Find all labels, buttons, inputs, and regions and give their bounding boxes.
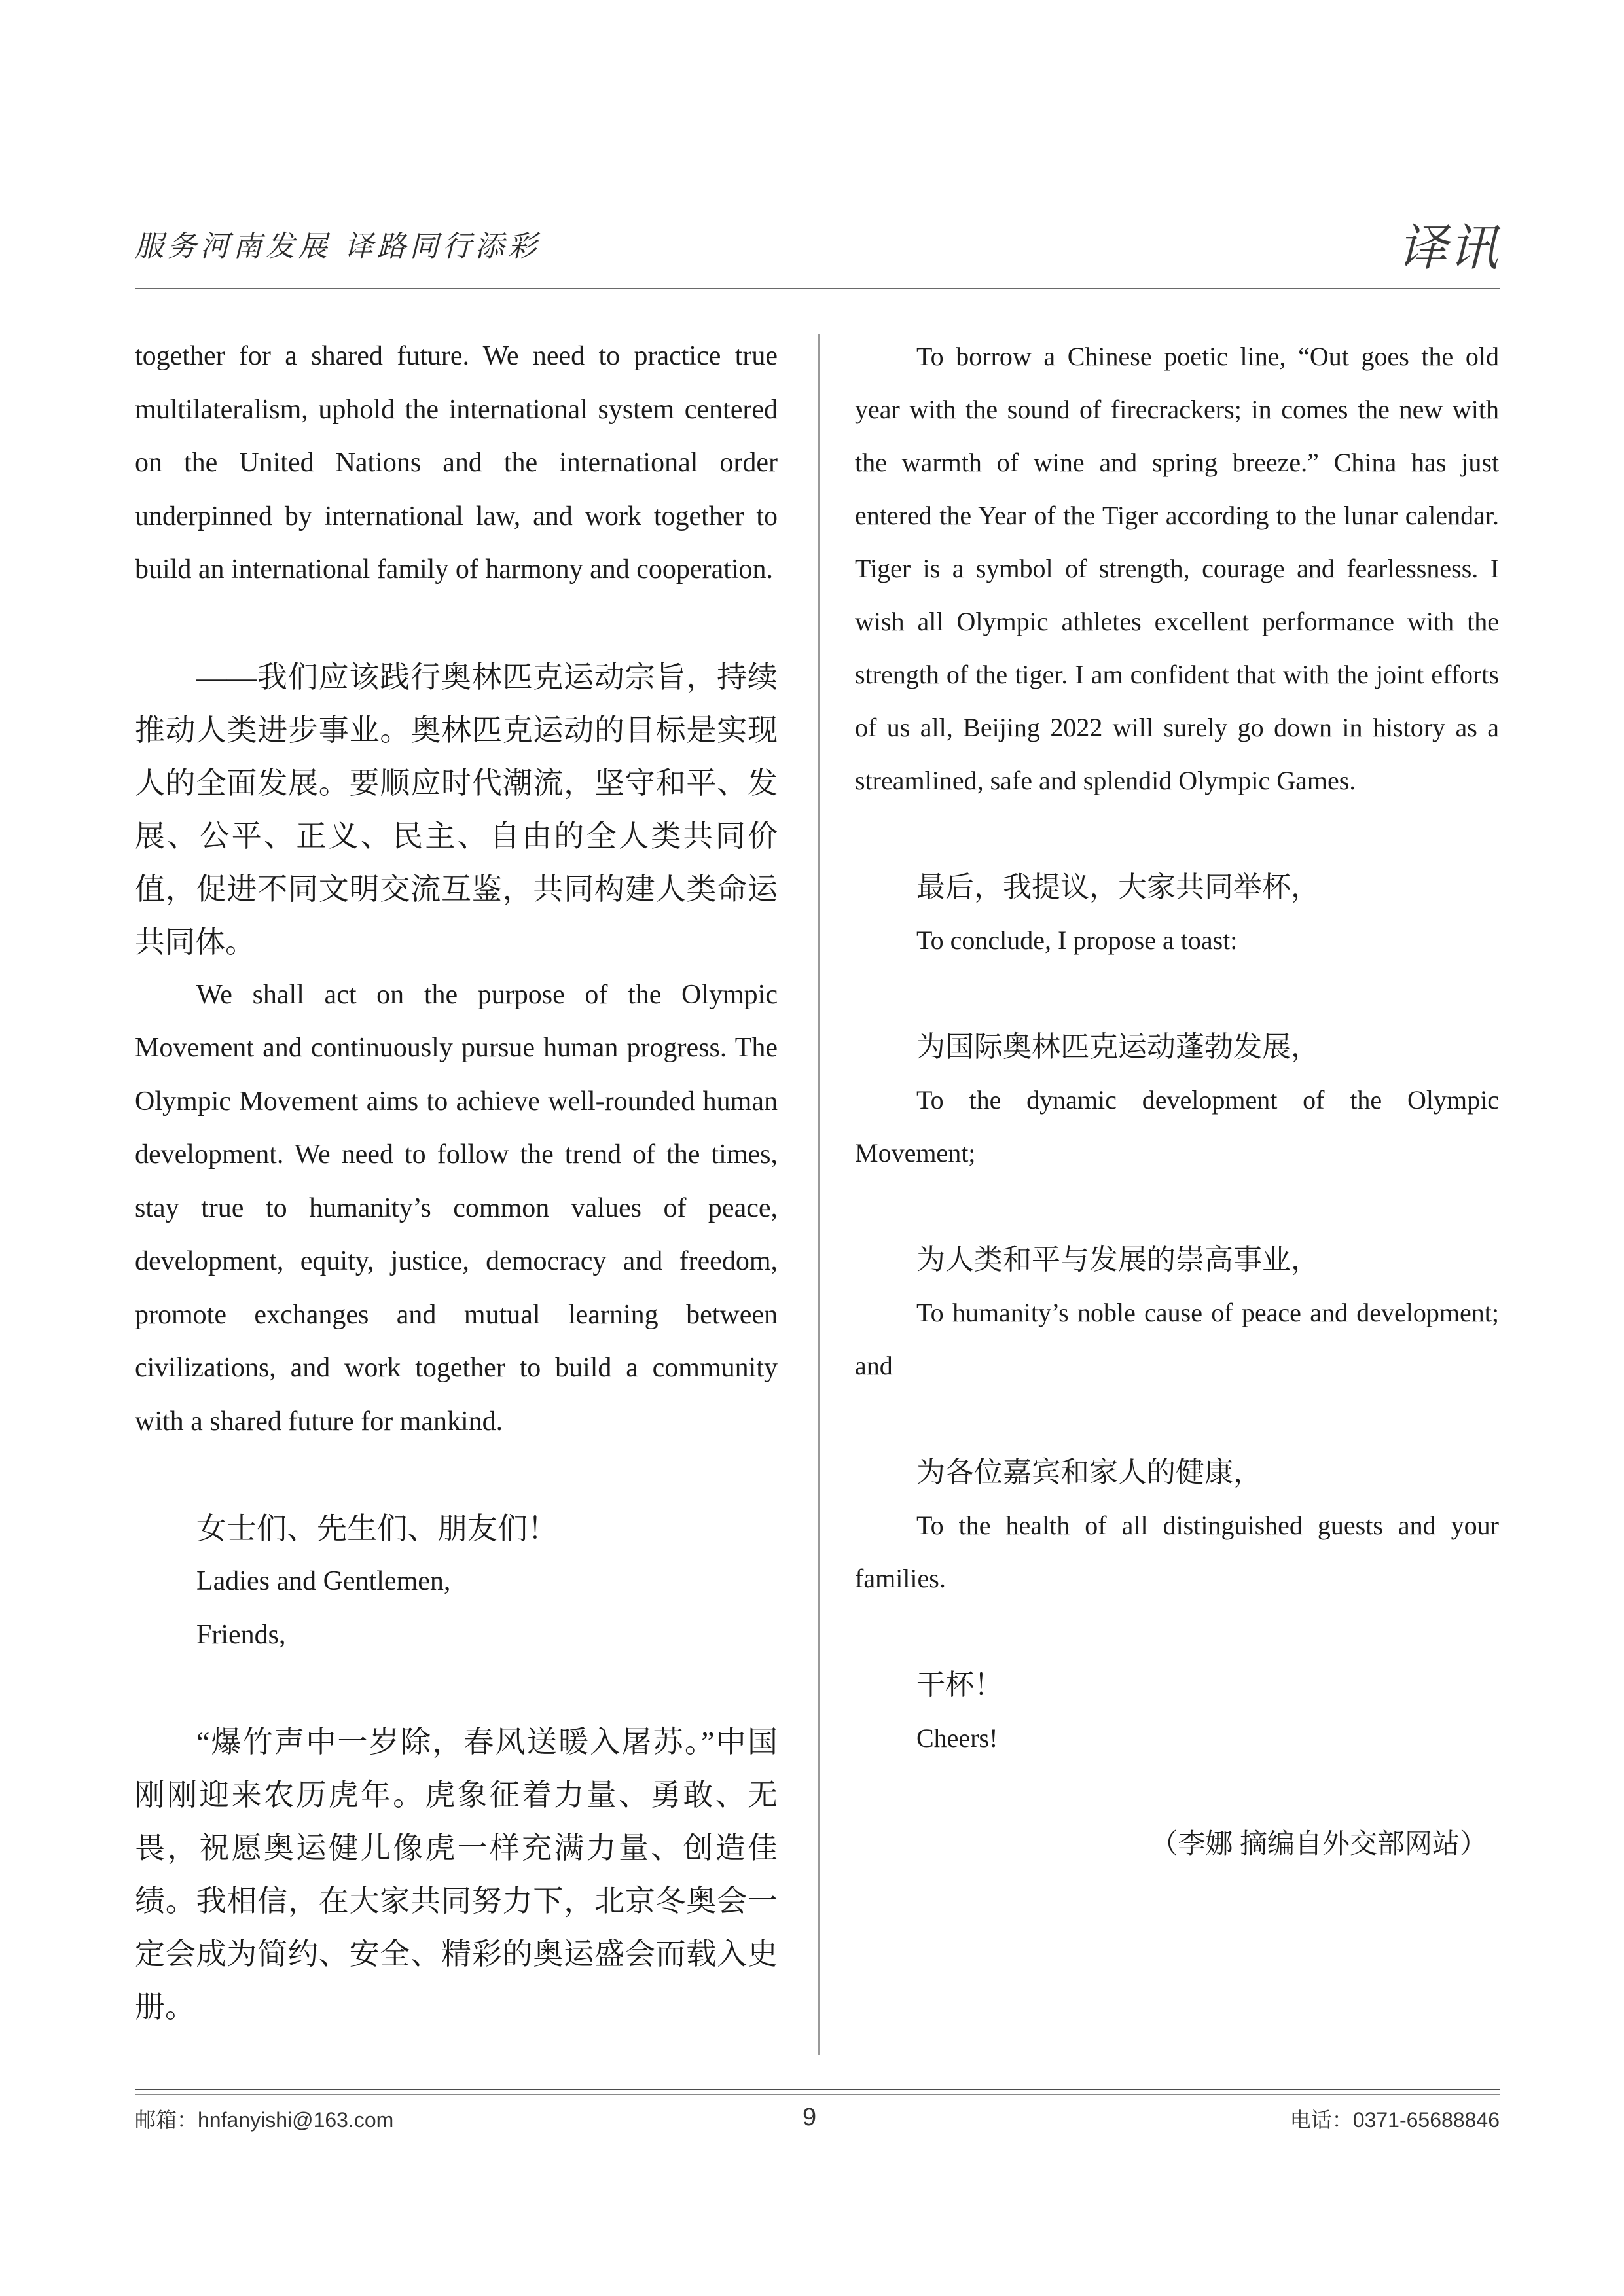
- toast-line-zh: 为人类和平与发展的崇高事业，: [916, 1244, 1320, 1276]
- magazine-logo: 译讯: [1398, 219, 1500, 277]
- footer-divider-thin: [135, 2094, 1500, 2095]
- toast-line-en: To the health of all distinguished guests and your families.: [855, 1511, 1499, 1593]
- spacer: [135, 1448, 778, 1502]
- spacer: [855, 1179, 1499, 1233]
- toast-line-en: To humanity’s noble cause of peace and development; and: [855, 1298, 1499, 1380]
- column-divider: [818, 334, 820, 2055]
- paragraph-en: To borrow a Chinese poetic line, “Out goes the old year with the sound of firecrackers; in comes the new with the warmth of wine and spring breeze.” China has just entered the Year of the Tiger according to the lunar calendar. Tiger is a symbol of strength, courage and fearlessness. I wish all Olympic athletes excellent performance with the strength of the tiger. I am confident that with the joint efforts of us all, Beijing 2022 will surely go down in history as a streamlined, safe and splendid Olympic Games.: [855, 342, 1499, 795]
- spacer: [855, 807, 1499, 861]
- greeting-en: Friends,: [196, 1619, 286, 1650]
- greeting-zh: 女士们、先生们、朋友们！: [196, 1512, 558, 1545]
- cheers-en: Cheers!: [916, 1723, 998, 1753]
- footer-divider: [135, 2089, 1500, 2090]
- header-divider: [135, 288, 1500, 289]
- left-column: [135, 330, 778, 2034]
- spacer: [855, 1765, 1499, 1818]
- spacer: [855, 1392, 1499, 1446]
- toast-line-en: To the dynamic development of the Olympic Movement;: [855, 1085, 1499, 1168]
- toast-zh: 最后，我提议，大家共同举杯，: [916, 871, 1320, 903]
- footer-email: 邮箱：hnfanyishi@163.com: [135, 2108, 394, 2132]
- cheers-zh: 干杯！: [916, 1669, 1003, 1701]
- paragraph-zh: ——我们应该践行奥林匹克运动宗旨，持续推动人类进步事业。奥林匹克运动的目标是实现人的全面发展。要顺应时代潮流，坚守和平、发展、公平、正义、民主、自由的全人类共同价值，促进不同文明交流互鉴，共同构建人类命运共同体。: [135, 660, 778, 959]
- header-title: 服务河南发展 译路同行添彩: [135, 230, 541, 263]
- spacer: [855, 967, 1499, 1020]
- source-credit: （李娜 摘编自外交部网站）: [1150, 1829, 1487, 1859]
- paragraph-en: We shall act on the purpose of the Olympic Movement and continuously pursue human progress. The Olympic Movement aims to achieve well-rounded human development. We need to follow the trend of the times, stay true to humanity’s common values of peace, development, equity, justice, democracy and freedom, promote exchanges and mutual learning between civilizations, and work together to build a community with a shared future for mankind.: [135, 979, 778, 1437]
- spacer: [135, 597, 778, 651]
- right-column: [855, 330, 1499, 1871]
- paragraph-en: together for a shared future. We need to practice true multilateralism, uphold the international system centered on the United Nations and the international order underpinned by international law, and work together to build an international family of harmony and cooperation.: [135, 341, 778, 584]
- toast-line-zh: 为国际奥林匹克运动蓬勃发展，: [916, 1031, 1320, 1063]
- page-number: 9: [803, 2104, 817, 2131]
- greeting-en: Ladies and Gentlemen,: [196, 1566, 451, 1596]
- toast-en: To conclude, I propose a toast:: [916, 925, 1238, 955]
- spacer: [135, 1662, 778, 1715]
- footer-phone: 电话：0371-65688846: [1290, 2108, 1500, 2132]
- toast-line-zh: 为各位嘉宾和家人的健康，: [916, 1456, 1262, 1488]
- spacer: [855, 1605, 1499, 1659]
- paragraph-zh: “爆竹声中一岁除，春风送暖入屠苏。”中国刚刚迎来农历虎年。虎象征着力量、勇敢、无畏，祝愿奥运健儿像虎一样充满力量、创造佳绩。我相信，在大家共同努力下，北京冬奥会一定会成为简约、安全、精彩的奥运盛会而载入史册。: [135, 1725, 778, 2024]
